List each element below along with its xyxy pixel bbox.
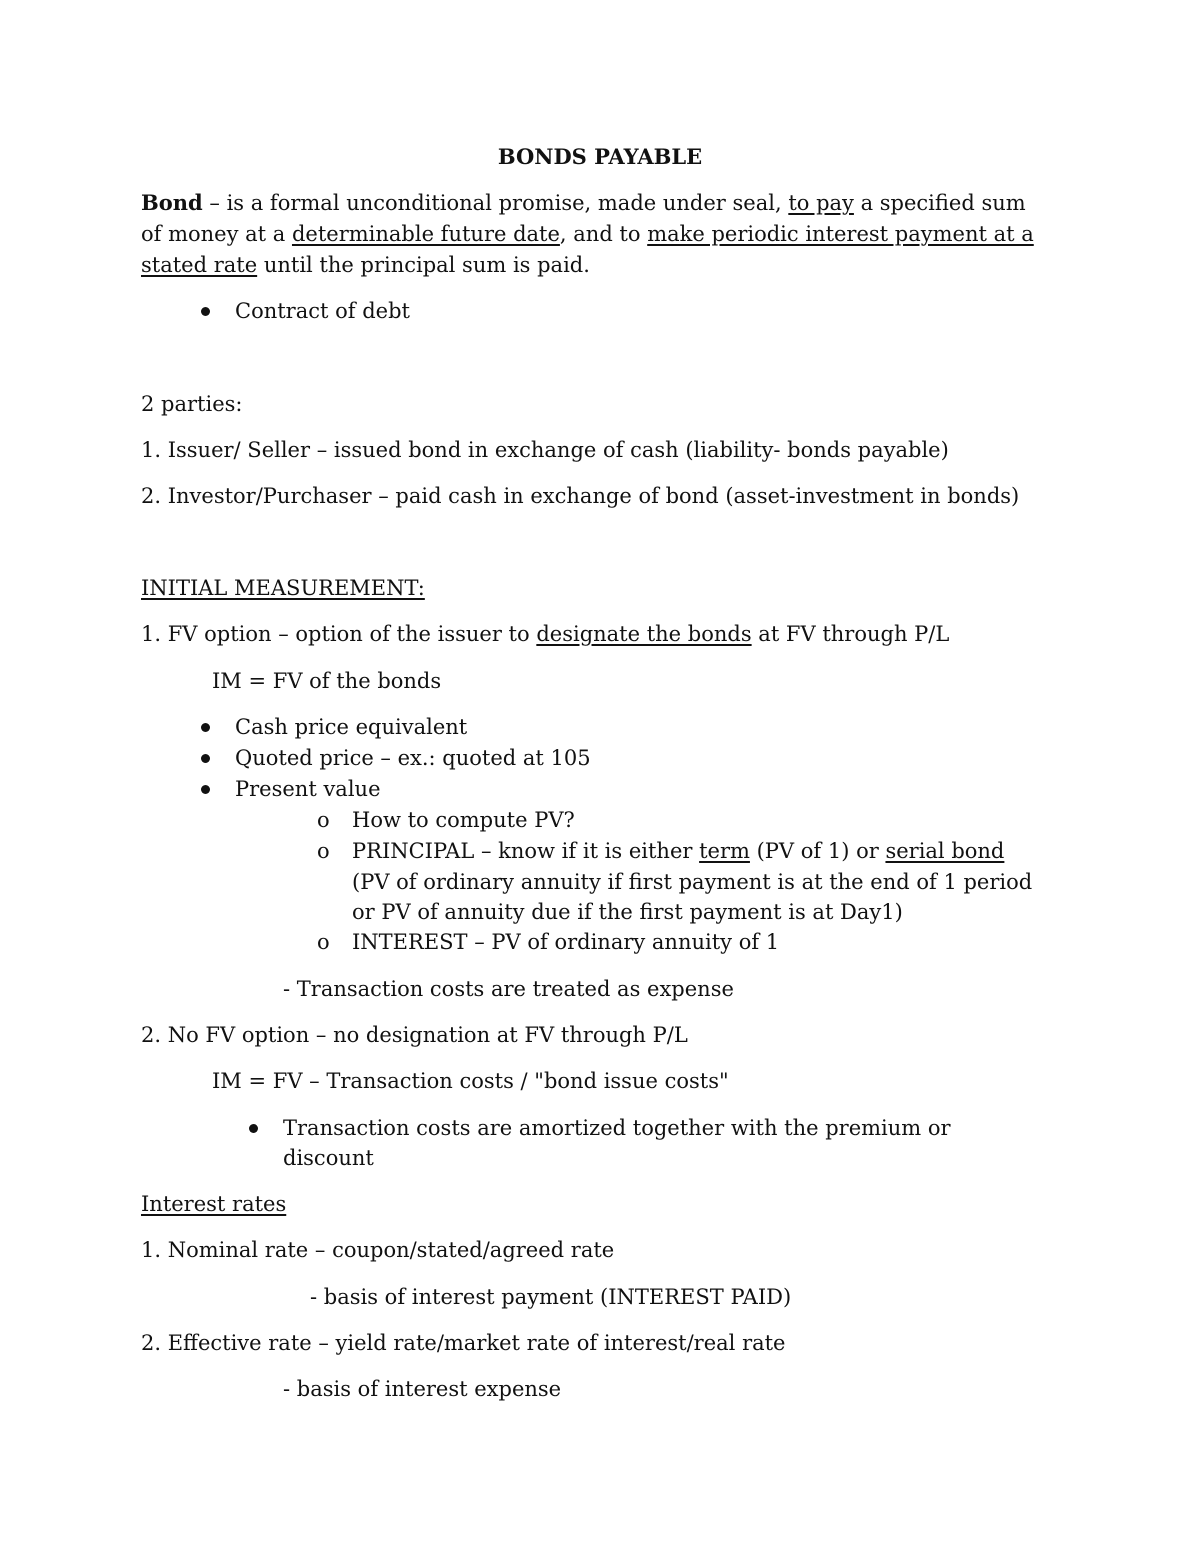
parties-heading: 2 parties: (141, 392, 243, 416)
bullet-icon (201, 785, 210, 794)
interest-rates-heading: Interest rates (141, 1192, 287, 1216)
bullet-icon (249, 1124, 258, 1133)
definition-underline-stated-rate: stated rate (141, 253, 258, 277)
sub-principal-line-1 (352, 837, 1004, 865)
definition-text-5: until the principal sum is paid. (257, 253, 590, 277)
effective-rate-note: - basis of interest expense (283, 1377, 562, 1401)
sub-principal-line-3: or PV of annuity due if the first payment is at Day1) (352, 900, 903, 924)
definition-text-3: of money at a (141, 222, 292, 246)
fv-option-text-2: at FV through P/L (751, 622, 950, 646)
contract-of-debt: Contract of debt (235, 299, 410, 323)
initial-measurement-heading: INITIAL MEASUREMENT: (141, 576, 425, 600)
definition-underline-to-pay: to pay (788, 191, 854, 215)
page-title: BONDS PAYABLE (497, 144, 703, 169)
fv-option-line (141, 620, 949, 648)
sub-bullet-marker: o (317, 839, 330, 863)
principal-serial-bond: serial bond (885, 839, 1005, 863)
sub-principal-line-2: (PV of ordinary annuity if first payment is at the end of 1 period (352, 870, 1033, 894)
im-fv-formula: IM = FV of the bonds (212, 669, 442, 693)
sub-bullet-marker: o (317, 808, 330, 832)
definition-underline-future-date: determinable future date (291, 222, 560, 246)
bond-definition-line-2 (141, 220, 1034, 248)
amortized-line-1: Transaction costs are amortized together with the premium or (283, 1116, 951, 1140)
bullet-cash-price: Cash price equivalent (235, 715, 468, 739)
party-investor: 2. Investor/Purchaser – paid cash in exchange of bond (asset-investment in bonds) (141, 484, 1020, 508)
bullet-quoted-price: Quoted price – ex.: quoted at 105 (235, 746, 591, 770)
definition-text-2: a specified sum (853, 191, 1026, 215)
principal-text-2: (PV of 1) or (749, 839, 886, 863)
amortized-line-2: discount (283, 1146, 374, 1170)
effective-rate-line: 2. Effective rate – yield rate/market rate of interest/real rate (141, 1331, 786, 1355)
definition-underline-periodic-interest: make periodic interest payment at a (647, 222, 1034, 246)
transaction-costs-expense: - Transaction costs are treated as expense (283, 977, 734, 1001)
bond-term: Bond (141, 190, 203, 215)
bond-definition-line-1 (141, 189, 1026, 217)
principal-text-1: PRINCIPAL – know if it is either (352, 839, 700, 863)
bullet-present-value: Present value (235, 777, 381, 801)
bullet-icon (201, 307, 210, 316)
sub-bullet-marker: o (317, 930, 330, 954)
fv-option-text-1: 1. FV option – option of the issuer to (141, 622, 537, 646)
definition-text-4: , and to (559, 222, 648, 246)
definition-text-1: – is a formal unconditional promise, made under seal, (202, 191, 789, 215)
fv-option-designate: designate the bonds (536, 622, 752, 646)
bullet-icon (201, 754, 210, 763)
bond-definition-line-3 (141, 251, 590, 279)
sub-interest: INTEREST – PV of ordinary annuity of 1 (352, 930, 780, 954)
nominal-rate-line: 1. Nominal rate – coupon/stated/agreed rate (141, 1238, 615, 1262)
bullet-icon (201, 723, 210, 732)
sub-how-compute-pv: How to compute PV? (352, 808, 575, 832)
party-issuer: 1. Issuer/ Seller – issued bond in exchange of cash (liability- bonds payable) (141, 438, 949, 462)
nominal-rate-note: - basis of interest payment (INTEREST PAID) (310, 1285, 792, 1309)
principal-term: term (699, 839, 750, 863)
im-no-fv-formula: IM = FV – Transaction costs / "bond issue costs" (212, 1069, 729, 1093)
no-fv-option-line: 2. No FV option – no designation at FV through P/L (141, 1023, 688, 1047)
